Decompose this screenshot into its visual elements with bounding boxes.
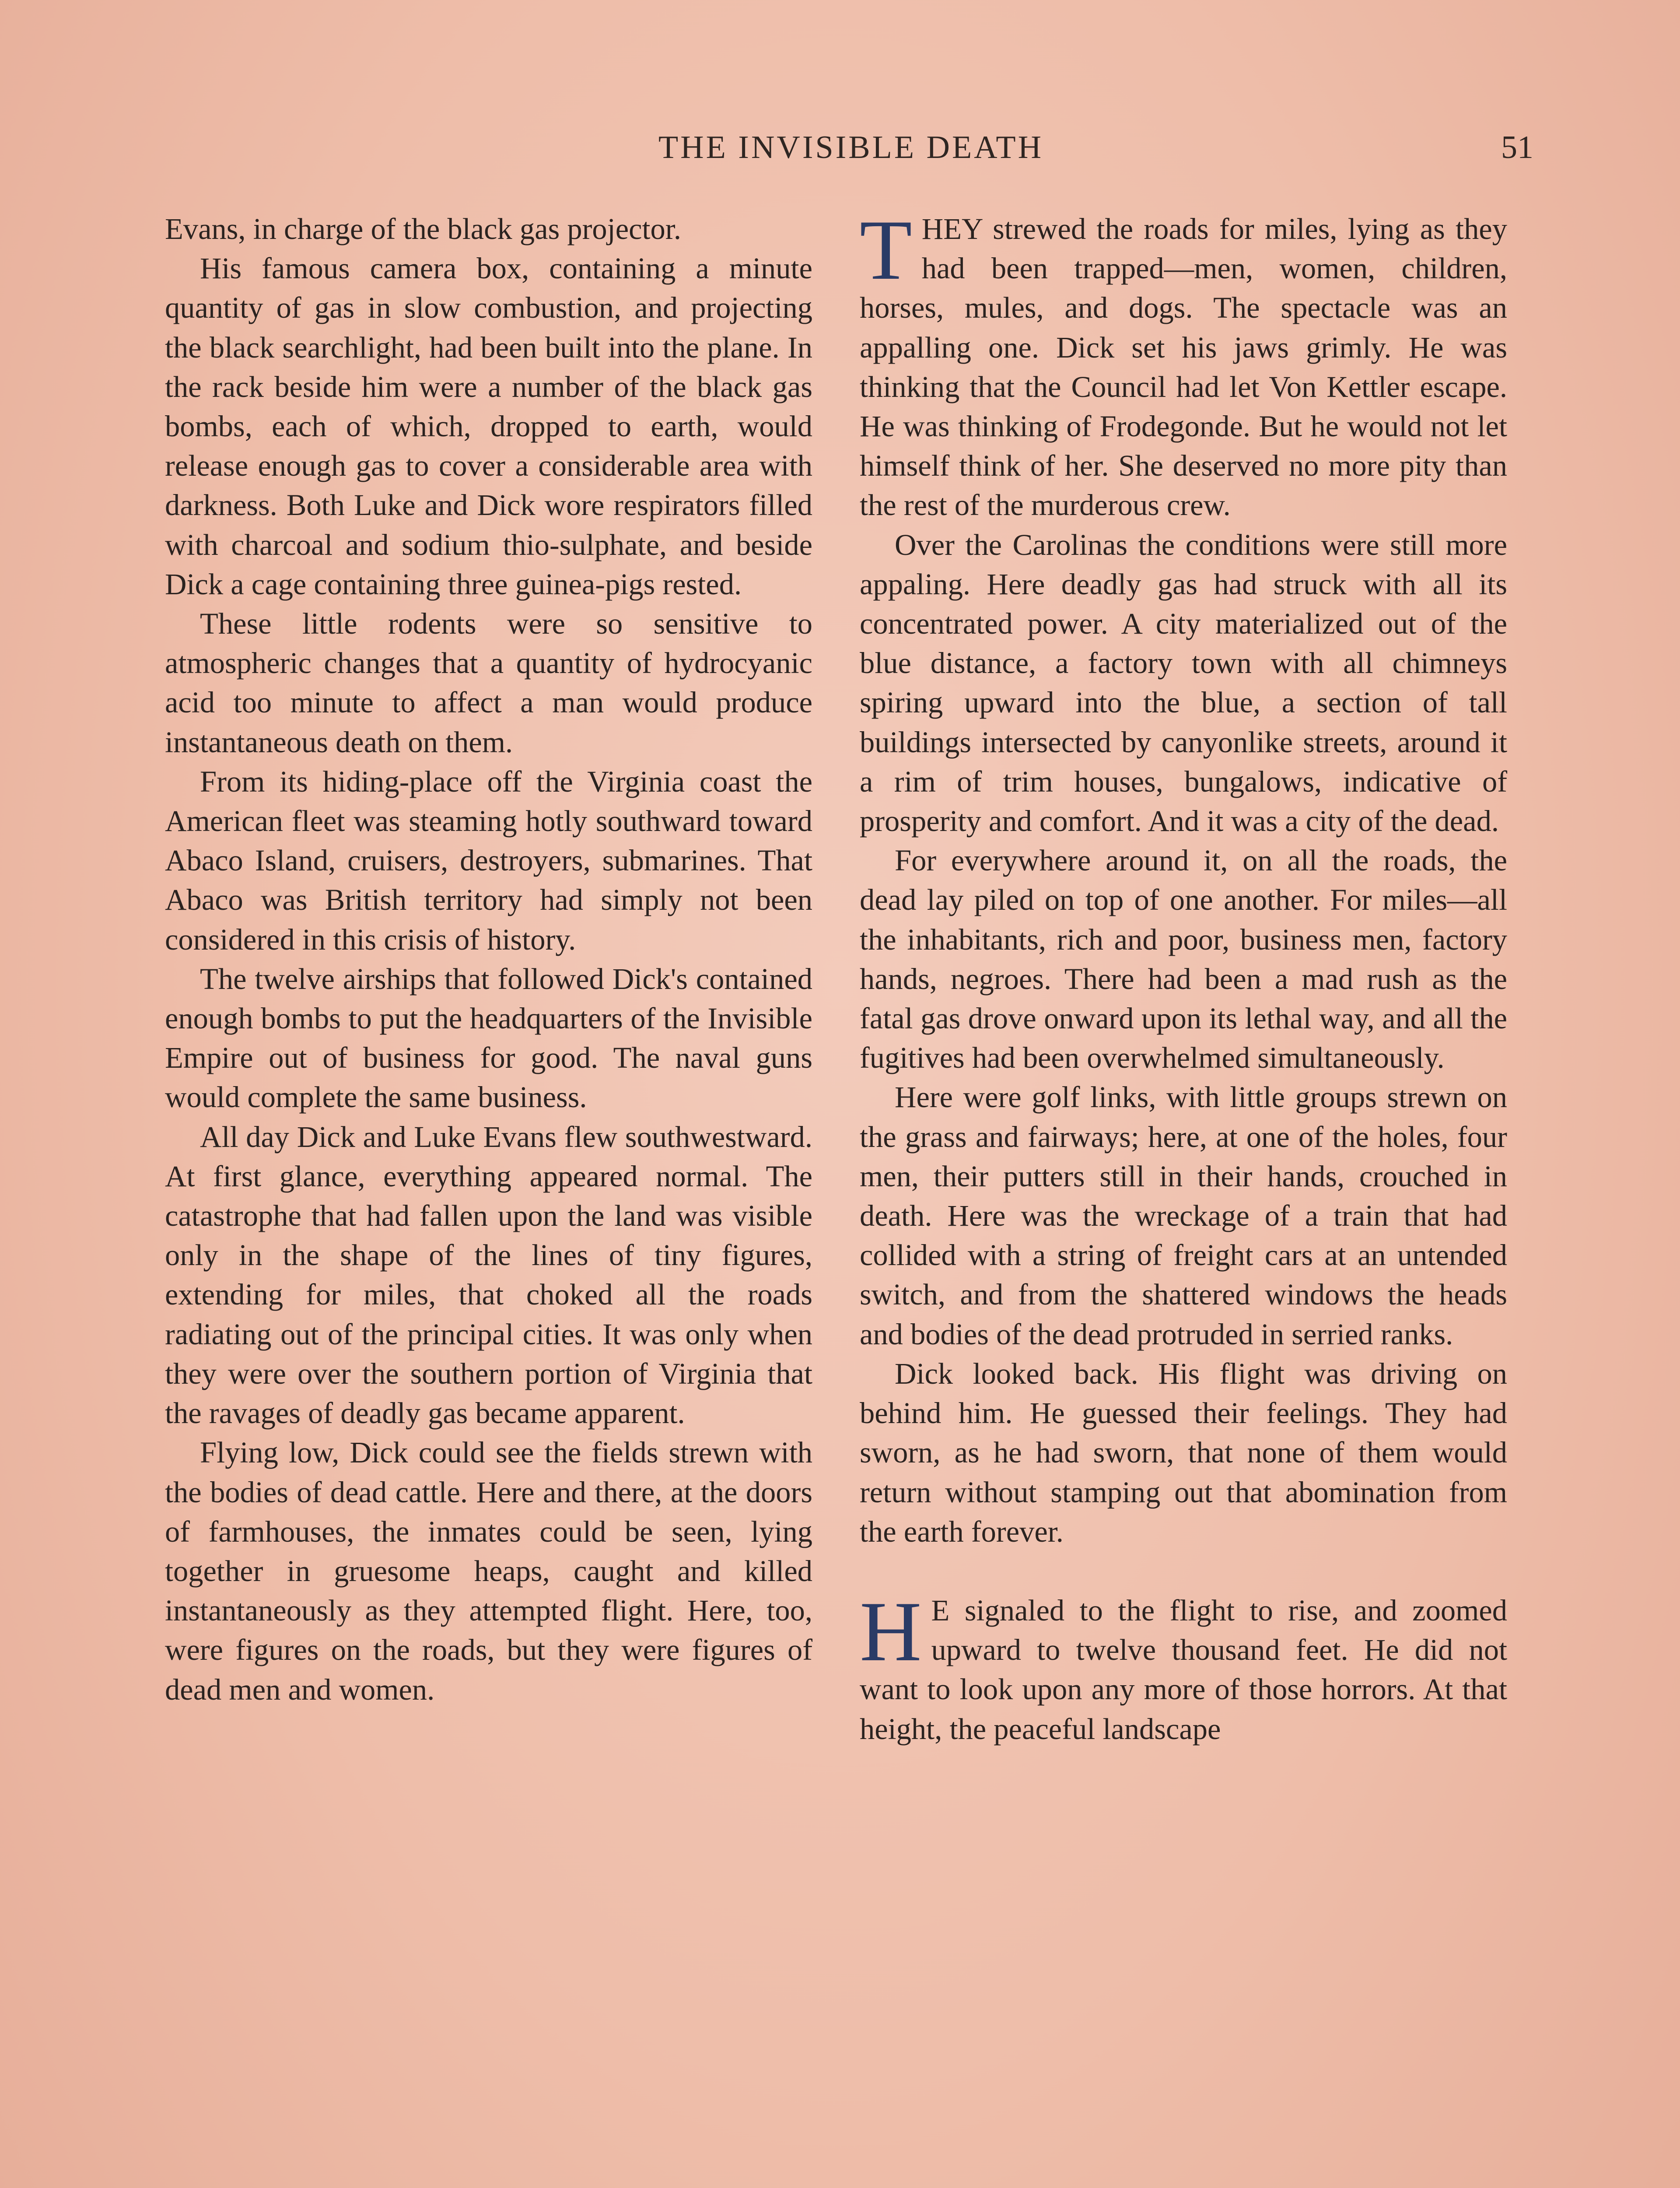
paragraph: Flying low, Dick could see the fields strewn with the bodies of dead cattle. Here and there, at the doors of farmhouses, the inmates could be seen, lying together in gruesome heaps, caught and killed instantaneously as they attempted flight. Here, too, were figures on the roads, but they were figures of dead men and women. (165, 1436, 812, 1706)
section-opening-paragraph (860, 203, 1507, 525)
paragraph: His famous camera box, containing a minute quantity of gas in slow combustion, and projecting the black searchlight, had been built into the plane. In the rack beside him were a number of the black gas bombs, each of which, dropped to earth, would release enough gas to cover a considerable area with darkness. Both Luke and Dick wore respirators filled with charcoal and sodium thio-sulphate, and beside Dick a cage containing three guinea-pigs rested. (165, 252, 812, 601)
paragraph: Dick looked back. His flight was driving on behind him. He guessed their feelings. They had sworn, as he had sworn, that none of them would return without stamping out that abomination from the earth forever. (860, 1357, 1507, 1548)
drop-cap: T (860, 203, 912, 298)
paragraph: From its hiding-place off the Virginia coast the American fleet was steaming hotly southward toward Abaco Island, cruisers, destroyers, submarines. That Abaco was British territory had simply not been considered in this crisis of history. (165, 764, 812, 956)
running-title: THE INVISIBLE DEATH (658, 130, 1044, 165)
paragraph: Here were golf links, with little groups strewn on the grass and fairways; here, at one of the holes, four men, their putters still in their hands, crouched in death. Here was the wreckage of a train that had collided with a string of freight cars at an untended switch, and from the shattered windows the heads and bodies of the dead protruded in serried ranks. (860, 1080, 1507, 1351)
page-number: 51 (1501, 130, 1533, 165)
section-opening-paragraph (860, 1584, 1507, 1749)
paragraph: These little rodents were so sensitive to atmospheric changes that a quantity of hydrocyanic acid too minute to affect a man would produce instantaneous death on them. (165, 607, 812, 759)
paragraph: For everywhere around it, on all the roads, the dead lay piled on top of one another. For miles—all the inhabitants, rich and poor, business men, factory hands, negroes. There had been a mad rush as the fatal gas drove onward upon its lethal way, and all the fugitives had been overwhelmed simultaneously. (860, 844, 1507, 1075)
paragraph: The twelve airships that followed Dick's contained enough bombs to put the headquarters of the Invisible Empire out of business for good. The naval guns would complete the same business. (165, 962, 812, 1114)
right-column (860, 203, 1507, 1749)
section-break (860, 1551, 1507, 1591)
page-header (168, 129, 1533, 177)
paragraph: All day Dick and Luke Evans flew southwestward. At first glance, everything appeared normal. The catastrophe that had fallen upon the land was visible only in the shape of the lines of tiny figures, extending for miles, that choked all the roads radiating out of the principal cities. It was only when they were over the southern portion of Virginia that the ravages of deadly gas became apparent. (165, 1120, 812, 1430)
paragraph-text: E signaled to the flight to rise, and zoomed upward to twelve thousand feet. He did not want to look upon any more of those horrors. At that height, the peaceful landscape (860, 1593, 1507, 1746)
paragraph: Evans, in charge of the black gas projector. (165, 212, 681, 245)
drop-cap: H (860, 1584, 922, 1679)
paragraph-text: HEY strewed the roads for miles, lying as they had been trapped—men, women, children, horses, mules, and dogs. The spectacle was an appalling one. Dick set his jaws grimly. He was thinking that the Council had let Von Kettler escape. He was thinking of Frodegonde. But he would not let himself think of her. She deserved no more pity than the rest of the murderous crew. (860, 212, 1507, 522)
left-column (165, 209, 812, 1709)
paragraph: Over the Carolinas the conditions were still more appaling. Here deadly gas had struck with all its concentrated power. A city materialized out of the blue distance, a factory town with all chimneys spiring upward into the blue, a section of tall buildings intersected by canyonlike streets, around it a rim of trim houses, bungalows, indicative of prosperity and comfort. And it was a city of the dead. (860, 528, 1507, 838)
